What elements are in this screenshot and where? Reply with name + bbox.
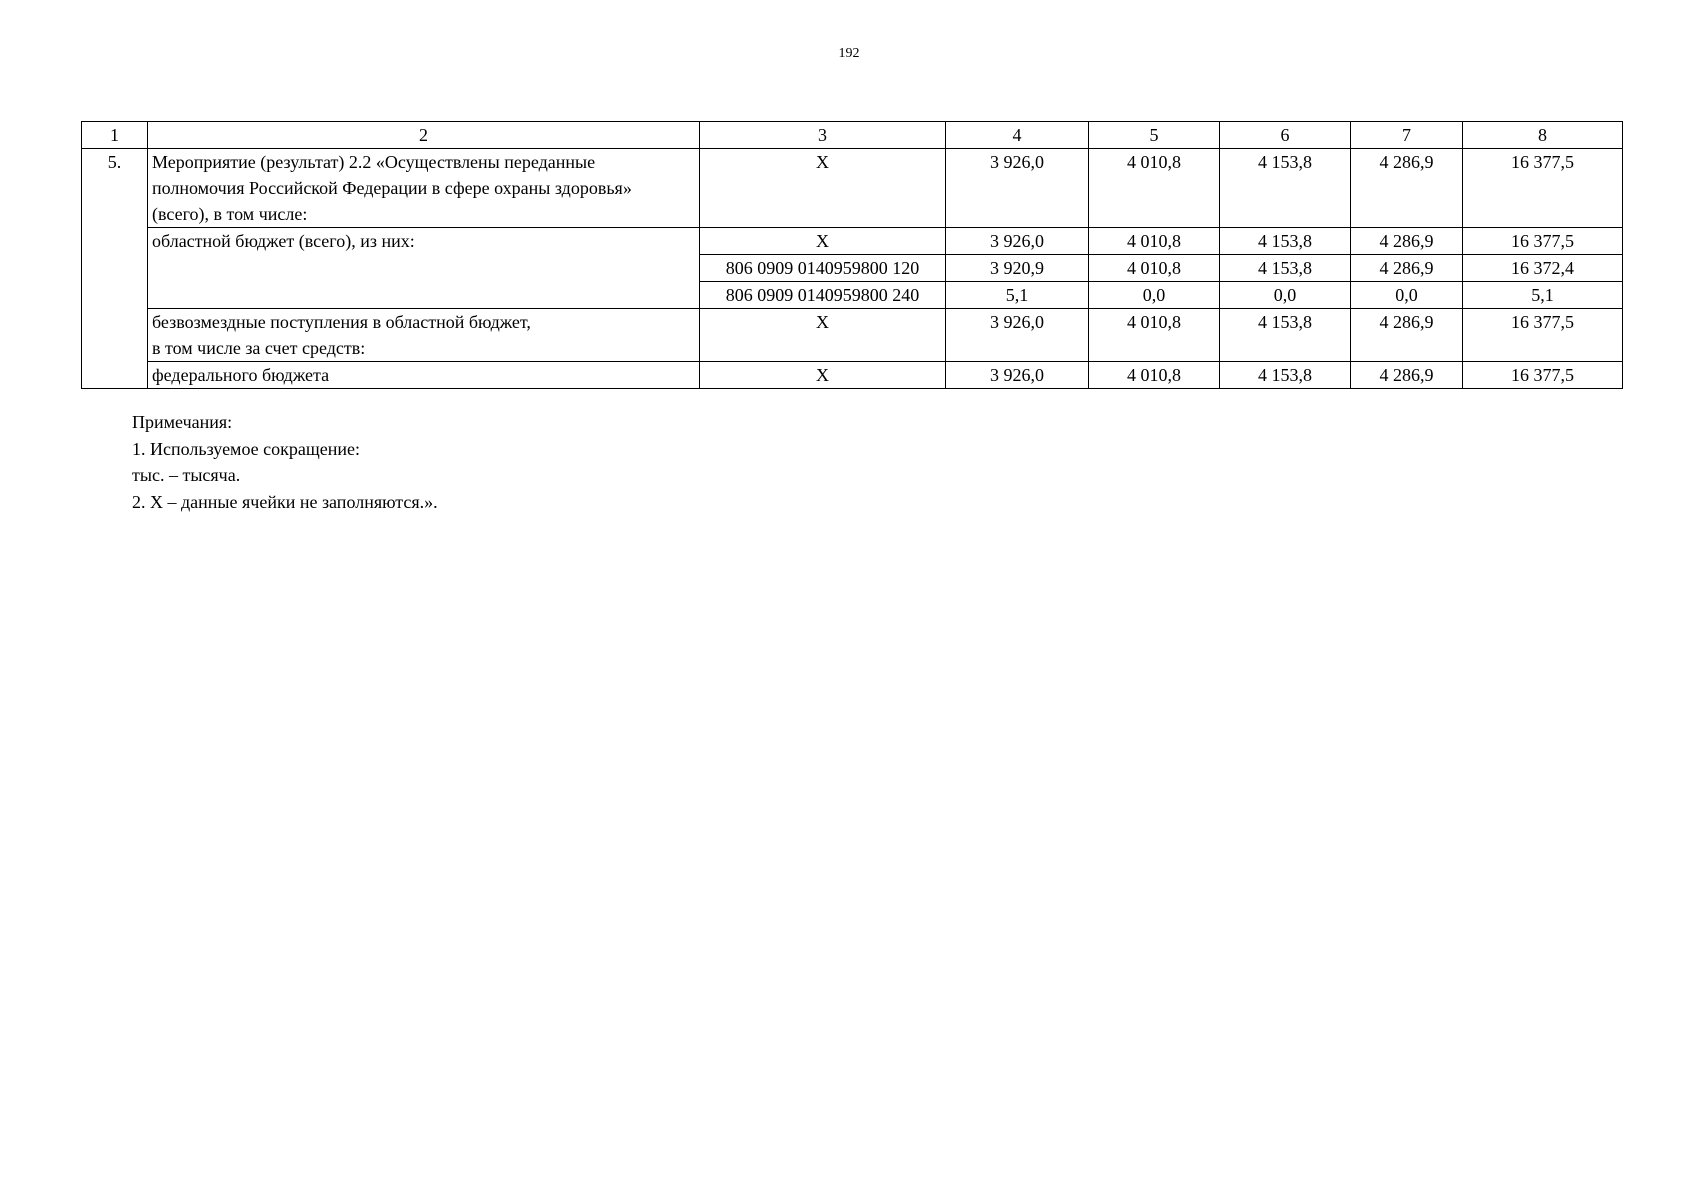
budget-code: 806 0909 0140959800 240: [700, 282, 946, 309]
row-name-line: безвозмездные поступления в областной бюджет,: [152, 312, 531, 332]
value-cell: 4 010,8: [1089, 362, 1220, 389]
value-cell: 16 377,5: [1463, 228, 1623, 255]
value-cell: 4 010,8: [1089, 255, 1220, 282]
row-name-line: областной бюджет (всего), из них:: [152, 231, 415, 251]
column-header: 8: [1463, 122, 1623, 149]
value-cell: 3 926,0: [946, 309, 1089, 362]
value-cell: 3 926,0: [946, 228, 1089, 255]
column-header: 4: [946, 122, 1089, 149]
value-cell: 0,0: [1220, 282, 1351, 309]
value-cell: 0,0: [1089, 282, 1220, 309]
value-cell: 4 153,8: [1220, 228, 1351, 255]
table-row: [82, 362, 1623, 389]
value-cell: 16 377,5: [1463, 309, 1623, 362]
budget-code: Х: [700, 228, 946, 255]
row-name: [148, 149, 700, 228]
value-cell: 4 286,9: [1351, 228, 1463, 255]
value-cell: 16 372,4: [1463, 255, 1623, 282]
value-cell: 4 153,8: [1220, 149, 1351, 228]
value-cell: 5,1: [946, 282, 1089, 309]
note-item: 2. Х – данные ячейки не заполняются.».: [132, 491, 438, 512]
row-name-line: Мероприятие (результат) 2.2 «Осуществлены переданные: [152, 152, 596, 172]
value-cell: 16 377,5: [1463, 362, 1623, 389]
value-cell: 0,0: [1351, 282, 1463, 309]
table-row: [82, 309, 1623, 362]
budget-code: 806 0909 0140959800 120: [700, 255, 946, 282]
value-cell: 3 926,0: [946, 362, 1089, 389]
row-number: 5.: [82, 149, 148, 389]
value-cell: 4 010,8: [1089, 149, 1220, 228]
column-header: 6: [1220, 122, 1351, 149]
value-cell: 4 010,8: [1089, 309, 1220, 362]
value-cell: 4 010,8: [1089, 228, 1220, 255]
row-name-line: в том числе за счет средств:: [152, 338, 366, 358]
column-header: 5: [1089, 122, 1220, 149]
value-cell: 16 377,5: [1463, 149, 1623, 228]
note-item: тыс. – тысяча.: [132, 465, 241, 485]
budget-code: Х: [700, 362, 946, 389]
column-header: 1: [82, 122, 148, 149]
table-row: [82, 228, 1623, 255]
notes-section: [132, 409, 438, 515]
column-header: 3: [700, 122, 946, 149]
row-name: [148, 228, 700, 309]
value-cell: 4 286,9: [1351, 309, 1463, 362]
budget-table: [81, 121, 1623, 389]
value-cell: 3 920,9: [946, 255, 1089, 282]
value-cell: 4 153,8: [1220, 255, 1351, 282]
budget-code: Х: [700, 149, 946, 228]
value-cell: 4 286,9: [1351, 255, 1463, 282]
notes-title: Примечания:: [132, 412, 233, 432]
table-header-row: [82, 122, 1623, 149]
value-cell: 3 926,0: [946, 149, 1089, 228]
row-name-line: полномочия Российской Федерации в сфере охраны здоровья»: [152, 178, 632, 198]
value-cell: 4 286,9: [1351, 149, 1463, 228]
row-name: [148, 309, 700, 362]
column-header: 2: [148, 122, 700, 149]
value-cell: 5,1: [1463, 282, 1623, 309]
value-cell: 4 153,8: [1220, 309, 1351, 362]
page-number: 192: [838, 46, 860, 61]
column-header: 7: [1351, 122, 1463, 149]
row-name-line: (всего), в том числе:: [152, 204, 308, 224]
value-cell: 4 286,9: [1351, 362, 1463, 389]
table-row: [82, 149, 1623, 228]
row-name: [148, 362, 700, 389]
value-cell: 4 153,8: [1220, 362, 1351, 389]
row-name-line: федерального бюджета: [152, 365, 330, 385]
budget-code: Х: [700, 309, 946, 362]
note-item: 1. Используемое сокращение:: [132, 438, 360, 459]
